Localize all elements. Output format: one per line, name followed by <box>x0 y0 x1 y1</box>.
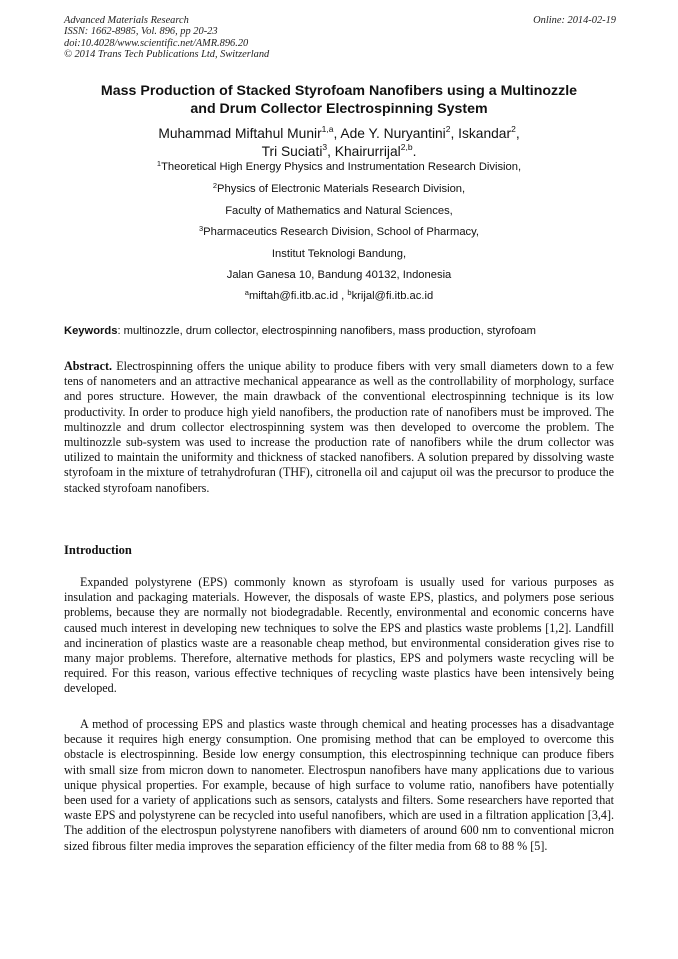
email-a[interactable]: miftah@fi.itb.ac.id <box>248 290 339 302</box>
keywords <box>64 324 624 338</box>
title-line-2: and Drum Collector Electrospinning System <box>190 101 488 117</box>
author-name: Tri Suciati <box>261 143 323 159</box>
affiliation-line-3: Faculty of Mathematics and Natural Sciences, <box>225 205 453 217</box>
email-line <box>40 289 638 303</box>
affil-text: Pharmaceutics Research Division, School of Pharmacy, <box>203 226 480 238</box>
doi-line[interactable]: doi:10.4028/www.scientific.net/AMR.896.20 <box>64 37 249 49</box>
journal-name: Advanced Materials Research <box>64 15 189 26</box>
affiliation-line-6: Jalan Ganesa 10, Bandung 40132, Indonesia <box>226 269 452 281</box>
section-heading-introduction: Introduction <box>64 543 132 557</box>
affiliation-line-2 <box>40 182 638 196</box>
author-affil-mark: 2 <box>511 124 516 134</box>
journal-header <box>64 15 269 61</box>
author-line-2: Tri Suciati$^3$, Khairurrijal$^{2,b}$. <box>261 141 417 159</box>
author-affil-mark: 2,b <box>400 141 413 152</box>
abstract <box>64 359 614 496</box>
author-name: Muhammad Miftahul Munir <box>158 126 322 141</box>
author-name: Iskandar <box>458 126 512 141</box>
affil-mark: 1 <box>156 159 162 168</box>
author-affil-mark: 1,a <box>321 124 334 134</box>
affil-text: Theoretical High Energy Physics and Instrumentation Research Division, <box>161 161 522 173</box>
copyright-line: © 2014 Trans Tech Publications Ltd, Switzerland <box>64 49 270 61</box>
keywords-text: : multinozzle, drum collector, electrospinning nanofibers, mass production, styrofoam <box>117 325 536 337</box>
author-name: Ade Y. Nuryantini <box>340 126 446 141</box>
title-line-1: Mass Production of Stacked Styrofoam Nanofibers using a Multinozzle <box>100 83 578 99</box>
author-list <box>40 125 638 160</box>
affiliation-line-1 <box>40 160 638 174</box>
affil-text: Physics of Electronic Materials Research Division, <box>217 183 466 195</box>
email-b[interactable]: krijal@fi.itb.ac.id <box>351 290 434 302</box>
email-mark: a <box>244 288 249 297</box>
affiliation-line-4 <box>40 225 638 239</box>
affil-mark: 3 <box>198 224 204 233</box>
email-separator: , <box>338 290 348 302</box>
keywords-label: Keywords <box>64 325 118 337</box>
affil-mark: 2 <box>212 181 218 190</box>
abstract-text: Electrospinning offers the unique ability to produce fibers with very small diameters down to a few tens of nanometers and an attractive mechanical appearance as well as the controllability of morphology, surface and pores structure. However, the main drawback of the conventional electrospinning technique is its low productivity. In order to produce high yield nanofibers, the production rate of nanofibers must be improved. The multinozzle and drum collector electrospinning system was then developed to overcome the problem. The multinozzle sub-system was used to increase the production rate of nanofibers while the drum collector was utilized to maintain the uniformity and thickness of stacked nanofibers. A solution prepared by dissolving waste styrofoam in the mixture of tetrahydrofuran (THF), citronella oil and cajuput oil was the precursor to produce the stacked styrofoam nanofibers. <box>64 359 614 495</box>
author-name: Khairurrijal <box>334 143 401 159</box>
author-line-1: Muhammad Miftahul Munir$^{1,a}$, Ade Y. Nuryantini$^2$, Iskandar$^2$, <box>158 124 520 141</box>
author-affil-mark: 2 <box>445 124 451 134</box>
issn-line: ISSN: 1662-8985, Vol. 896, pp 20-23 <box>64 26 218 38</box>
intro-paragraph-2: A method of processing EPS and plastics waste through chemical and heating processes has a disadvantage because it requires high energy consumption. One promising method that can be employed to overcome this obstacle is electrospinning. Beside low energy consumption, this electrospinning technique can produce fibers with small size from micron down to nanometer. Electrospun nanofibers have many applications due to various unique physical properties. For example, because of high surface to volume ratio, nanofibers have potentially been used for a variety of applications such as sensors, catalysts and filters. Some researchers have reported that waste EPS and polystyrene can be recycled into useful nanofibers, which are used in a filtration application [3,4]. The addition of the electrospun polystyrene nanofibers with diameters of around 600 nm to conventional micron sized fibrous filter media improves the separation efficiency of the filter media from 68 to 88 % [5]. <box>64 717 614 853</box>
paper-title <box>40 82 638 118</box>
online-date: Online: 2014-02-19 <box>533 15 616 26</box>
intro-paragraph-1: Expanded polystyrene (EPS) commonly known as styrofoam is usually used for various purposes as insulation and packaging materials. However, the disposals of waste EPS, plastics, and polymers pose serious problems, because they are normally not biodegradable. Recently, environmental and economic concerns have caused much interest in developing new techniques to solve the EPS and plastics waste problems [1,2]. Landfill and incineration of plastics waste are a reasonable cheap method, but environmental consideration gives rise to many major problems. Therefore, alternative methods for plastics, EPS and polymers waste recycling will be required. For this reason, various effective techniques of recycling waste plastics have been intensively being developed. <box>64 575 614 696</box>
author-affil-mark: 3 <box>322 141 328 152</box>
affiliation-line-5: Institut Teknologi Bandung, <box>271 248 407 260</box>
abstract-label: Abstract. <box>64 359 113 373</box>
email-mark: b <box>347 288 352 297</box>
